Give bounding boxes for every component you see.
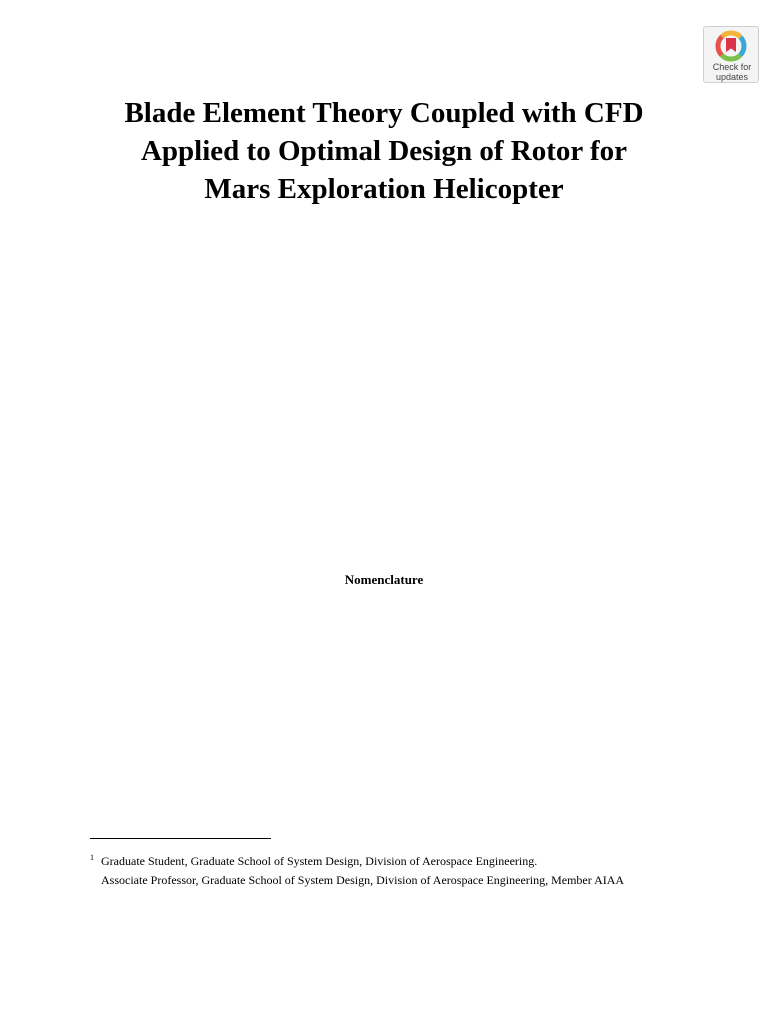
footnotes [90,852,730,890]
footnote-text: Graduate Student, Graduate School of System Design, Division of Aerospace Engineering. [101,854,538,868]
crossmark-icon [715,30,747,62]
check-for-updates-badge[interactable] [703,26,759,83]
footnote-marker: 1 [90,853,94,862]
paper-title-line2: Applied to Optimal Design of Rotor for [140,135,627,167]
footnote-text: Associate Professor, Graduate School of System Design, Division of Aerospace Engineering, Member AIAA [101,873,625,887]
paper-title-line3: Mars Exploration Helicopter [204,173,564,205]
footnote-1 [90,852,730,871]
badge-label-line2: updates [715,72,749,82]
footnote-divider [90,838,271,839]
footnote-2 [90,871,730,890]
nomenclature-heading: Nomenclature [344,572,424,587]
paper-title [84,94,684,208]
badge-label-line1: Check for [712,62,752,72]
paper-title-line1: Blade Element Theory Coupled with CFD [124,97,644,129]
